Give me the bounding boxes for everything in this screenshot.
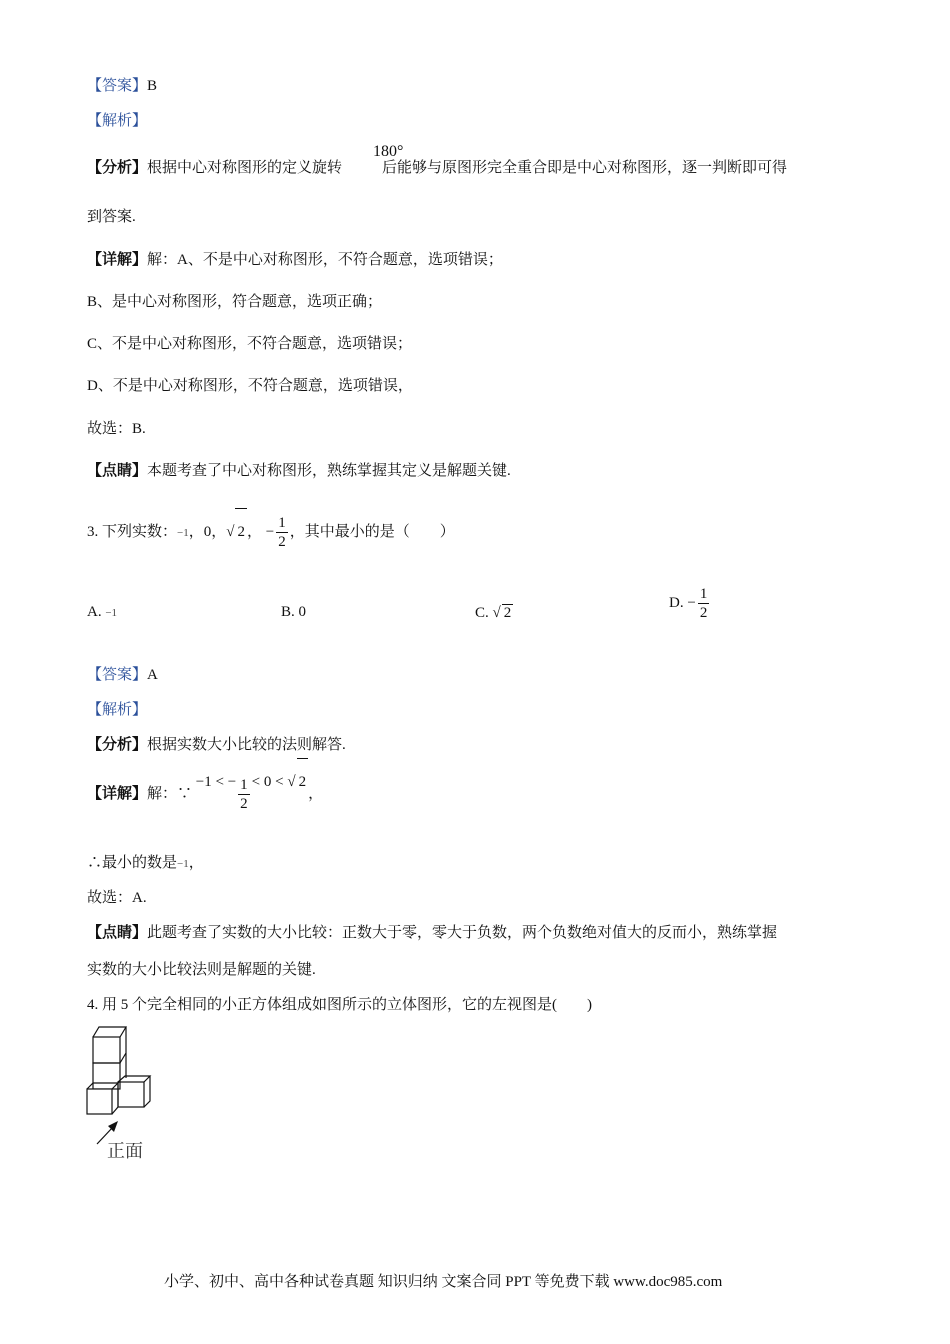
cube-figure: [80, 1020, 180, 1150]
q2-choose: 故选：B.: [87, 421, 146, 437]
option-a: A. −1: [87, 604, 118, 620]
q3-comment-2: 实数的大小比较法则是解题的关键.: [87, 962, 316, 978]
q2-analysis-tag: 【解析】: [87, 113, 148, 129]
footer: 小学、初中、高中各种试卷真题 知识归纳 文案合同 PPT 等免费下载 www.doc985.com: [164, 1274, 723, 1290]
q2-detail: 【详解】解：A、不是中心对称图形，不符合题意，选项错误；: [87, 252, 503, 268]
option-d: D. − $\frac{1}{2}$: [669, 586, 708, 622]
degree-180: 180°: [373, 143, 404, 160]
q2-answer: 【答案】B: [87, 78, 158, 94]
q3-comment: 【点睛】此题考查了实数的大小比较：正数大于零，零大于负数，两个负数绝对值大的反而小，熟练掌握: [87, 925, 778, 941]
q2-detail-2: B、是中心对称图形，符合题意，选项正确；: [87, 294, 383, 310]
q2-detail-4: D、不是中心对称图形，不符合题意，选项错误，: [87, 378, 413, 394]
q3-detail: 【详解】解：∵ −1 < − $\frac{1}{2}$ < 0 < √ 2，: [87, 770, 323, 817]
q3-therefore: ∴最小的数是−1，: [87, 855, 204, 871]
q2-detail-3: C、不是中心对称图形，不符合题意，选项错误；: [87, 336, 413, 352]
front-label: 正面: [107, 1141, 143, 1161]
option-c: C. √ 2: [475, 605, 512, 621]
option-b: B. 0: [281, 604, 307, 620]
q3-answer: 【答案】A: [87, 667, 158, 683]
q3-stem: 3. 下列实数：−1，0，√ 2 ， − $\frac{1}{2}$ ，其中最小的是（ ）: [87, 508, 455, 556]
q4-stem: 4. 用 5 个完全相同的小正方体组成如图所示的立体图形，它的左视图是( ): [87, 997, 592, 1013]
q2-fenxi: 【分析】根据中心对称图形的定义旋转 后能够与原图形完全重合即是中心对称图形，逐一判断即可得: [87, 160, 788, 176]
q2-fenxi-cont: 到答案.: [87, 209, 136, 225]
q3-fenxi: 【分析】根据实数大小比较的法则解答.: [87, 737, 346, 753]
q3-analysis-tag: 【解析】: [87, 702, 148, 718]
q3-choose: 故选：A.: [87, 890, 147, 906]
q2-comment: 【点睛】本题考查了中心对称图形，熟练掌握其定义是解题关键.: [87, 463, 511, 479]
